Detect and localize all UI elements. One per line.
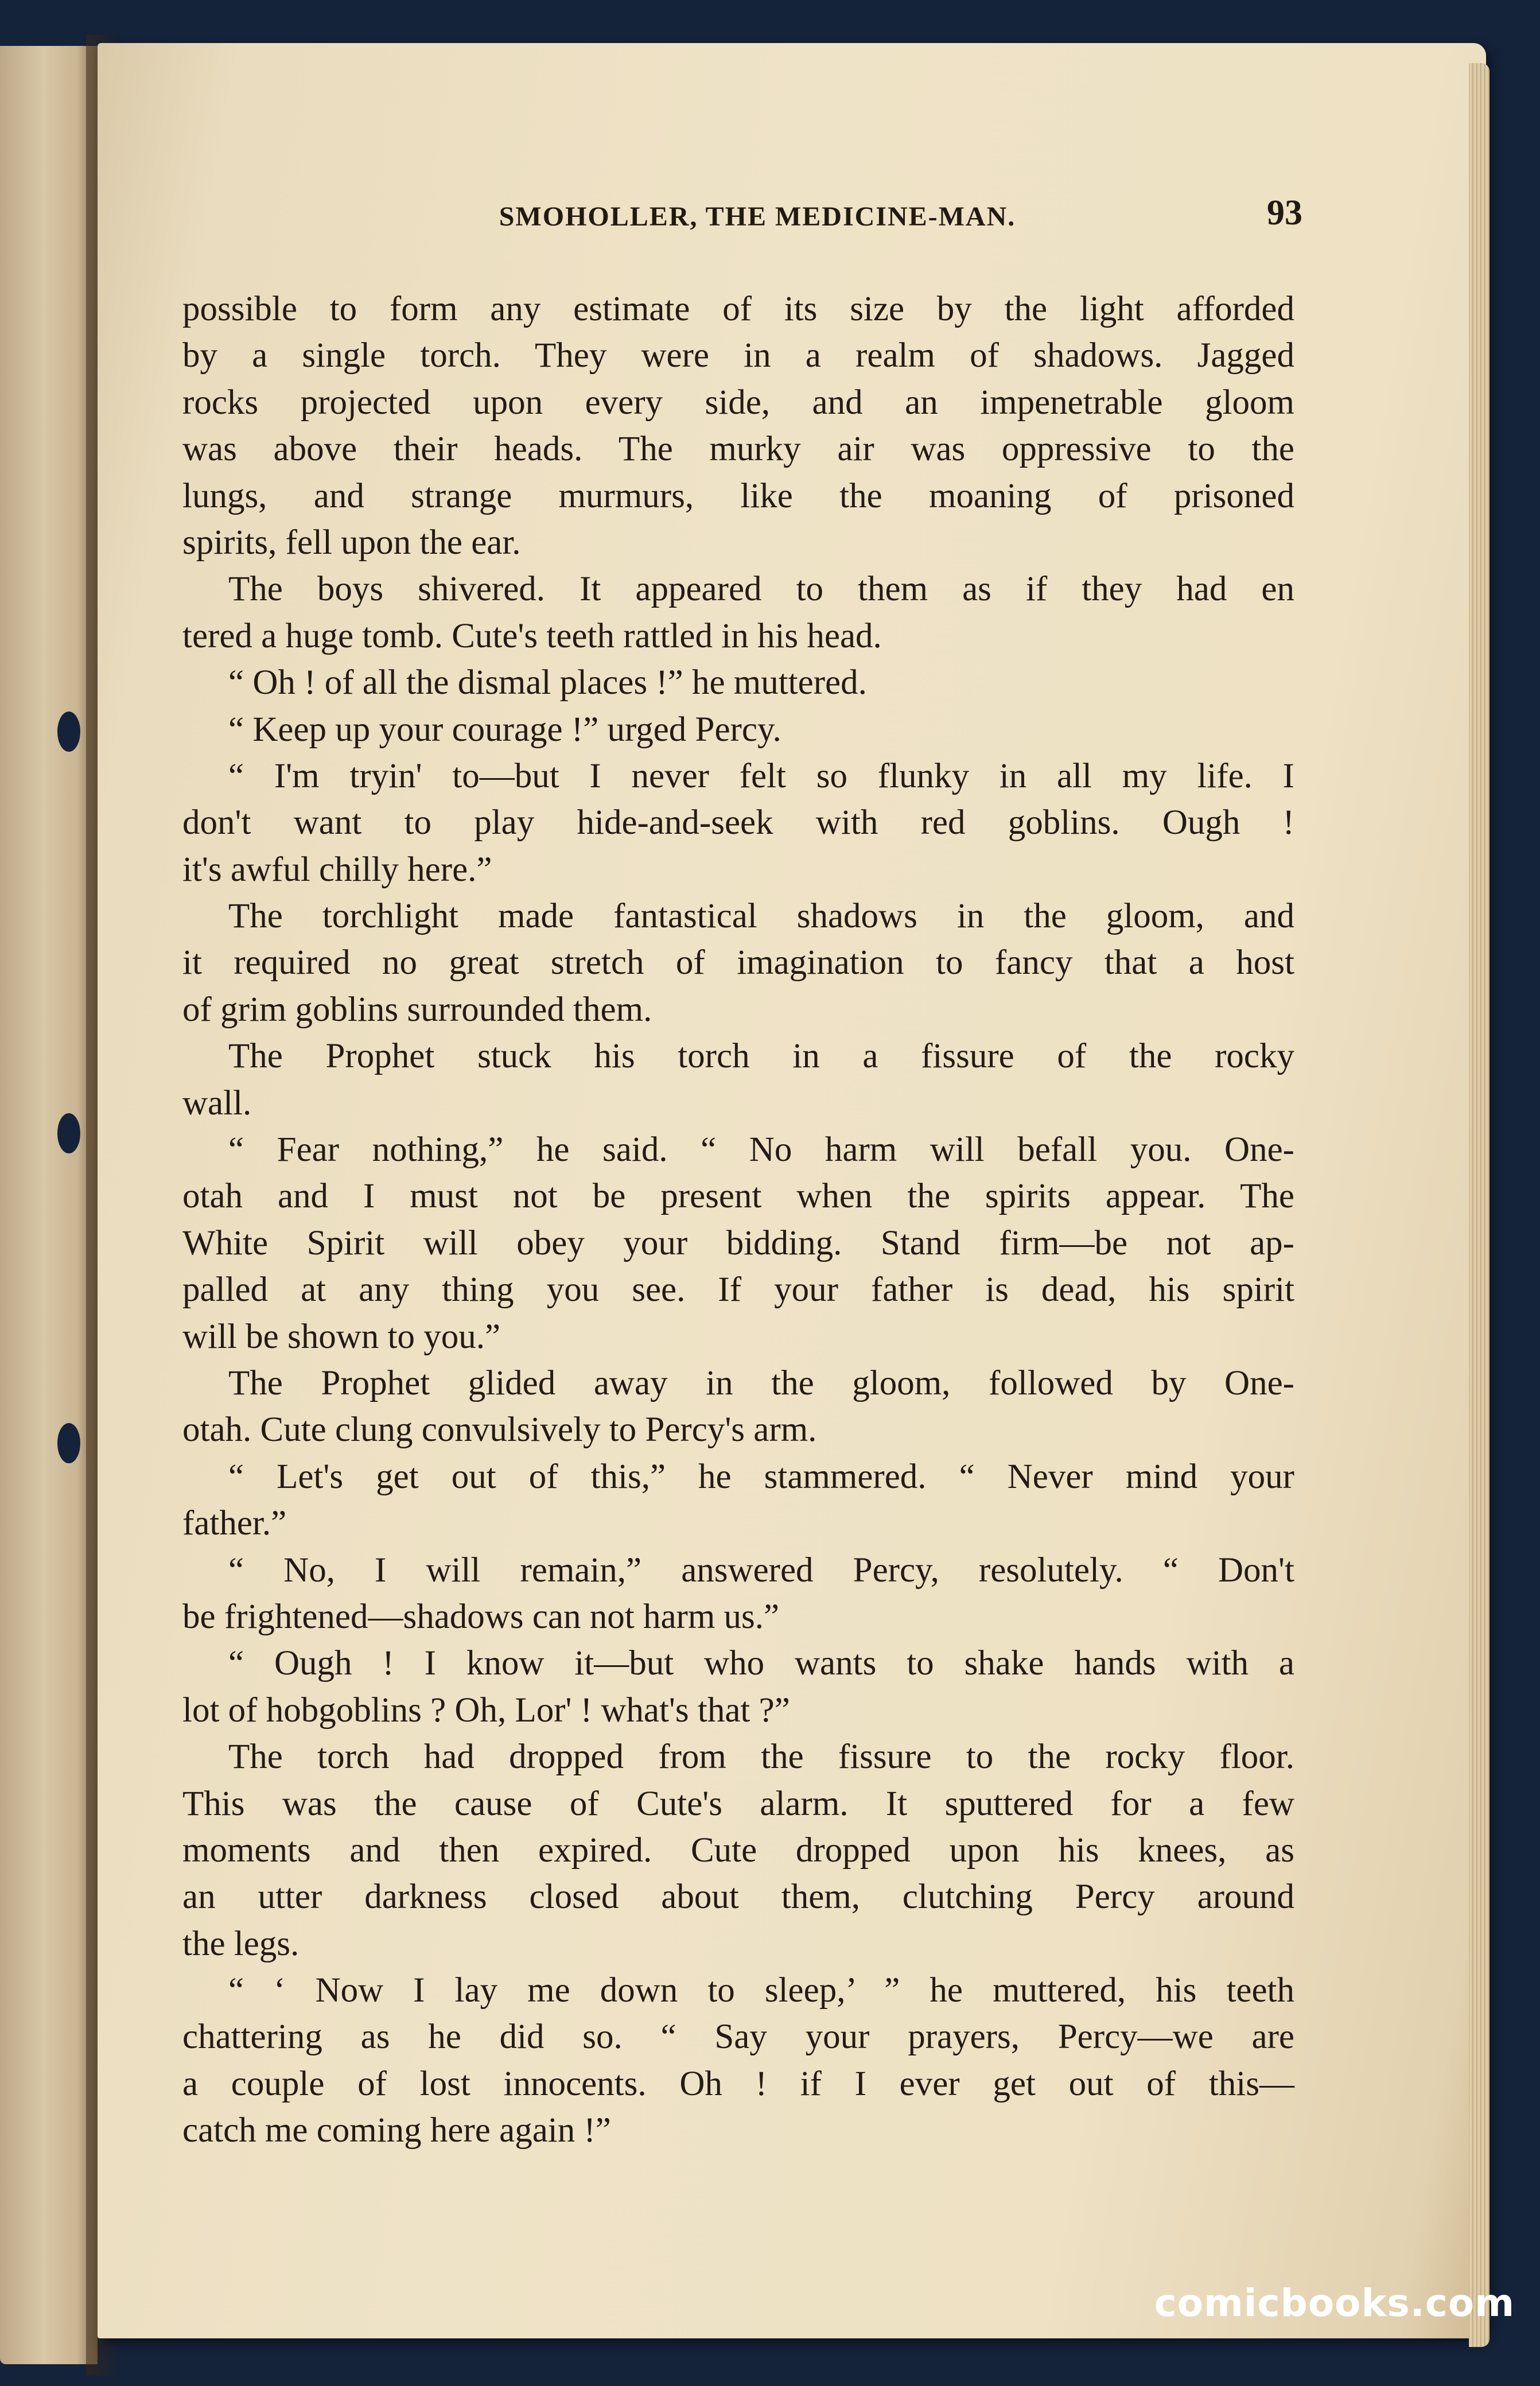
text-line: it's awful chilly here.” xyxy=(182,850,492,889)
text-line: wall. xyxy=(182,1083,252,1122)
text-line: The torchlight made fantastical shadows in the gloom, and xyxy=(228,897,1294,936)
text-line: tered a huge tomb. Cute's teeth rattled in his head. xyxy=(182,616,882,655)
body-text xyxy=(182,286,1294,2154)
text-line: moments and then expired. Cute dropped upon his knees, as xyxy=(182,1831,1294,1870)
text-line: otah and I must not be present when the spirits appear. The xyxy=(182,1177,1294,1216)
text-line: it required no great stretch of imagination to fancy that a host xyxy=(182,943,1294,982)
text-line: The Prophet stuck his torch in a fissure of the rocky xyxy=(228,1037,1294,1076)
text-line: of grim goblins surrounded them. xyxy=(182,990,652,1029)
binding-notch xyxy=(57,712,80,752)
page-edges xyxy=(1469,63,1490,2347)
text-line: spirits, fell upon the ear. xyxy=(182,523,521,562)
text-line: palled at any thing you see. If your father is dead, his spirit xyxy=(182,1270,1294,1309)
facing-page xyxy=(0,46,98,2364)
text-line: be frightened—shadows can not harm us.” xyxy=(182,1597,780,1636)
text-line: The torch had dropped from the fissure to the rocky floor. xyxy=(228,1738,1294,1777)
text-line: by a single torch. They were in a realm of shadows. Jagged xyxy=(182,336,1294,375)
text-line: an utter darkness closed about them, clutching Percy around xyxy=(182,1878,1294,1917)
text-line: “ Ough ! I know it—but who wants to shake hands with a xyxy=(228,1644,1294,1683)
text-line: lungs, and strange murmurs, like the moaning of prisoned xyxy=(182,476,1294,515)
text-line: This was the cause of Cute's alarm. It sputtered for a few xyxy=(182,1784,1294,1823)
text-line: “ Keep up your courage !” urged Percy. xyxy=(228,710,781,749)
text-line: “ ‘ Now I lay me down to sleep,’ ” he muttered, his teeth xyxy=(228,1971,1294,2010)
text-line: the legs. xyxy=(182,1924,300,1963)
text-line: will be shown to you.” xyxy=(182,1317,501,1356)
text-line: catch me coming here again !” xyxy=(182,2111,611,2150)
text-line: White Spirit will obey your bidding. Stand firm—be not ap- xyxy=(182,1223,1294,1262)
text-line: “ Let's get out of this,” he stammered. “ Never mind your xyxy=(228,1457,1294,1496)
site-watermark: comicbooks.com xyxy=(1154,2281,1515,2325)
page-number: 93 xyxy=(1267,193,1302,232)
text-line: “ Fear nothing,” he said. “ No harm will befall you. One- xyxy=(228,1130,1294,1169)
binding-notch xyxy=(57,1113,80,1153)
text-line: a couple of lost innocents. Oh ! if I ever get out of this— xyxy=(182,2064,1294,2103)
text-line: chattering as he did so. “ Say your prayers, Percy—we are xyxy=(182,2018,1294,2057)
running-head: SMOHOLLER, THE MEDICINE-MAN. xyxy=(499,201,1016,232)
text-line: possible to form any estimate of its size by the light afforded xyxy=(182,290,1294,328)
text-line: “ I'm tryin' to—but I never felt so flunky in all my life. I xyxy=(228,756,1294,795)
text-line: The boys shivered. It appeared to them as if they had en xyxy=(228,570,1294,609)
binding-notch xyxy=(57,1423,80,1463)
text-line: was above their heads. The murky air was oppressive to the xyxy=(182,430,1294,469)
text-line: don't want to play hide-and-seek with red goblins. Ough ! xyxy=(182,803,1294,842)
text-line: “ No, I will remain,” answered Percy, resolutely. “ Don't xyxy=(228,1550,1294,1590)
text-line: The Prophet glided away in the gloom, followed by One- xyxy=(228,1363,1294,1402)
text-line: father.” xyxy=(182,1504,287,1543)
text-line: otah. Cute clung convulsively to Percy's arm. xyxy=(182,1410,817,1450)
text-line: rocks projected upon every side, and an impenetrable gloom xyxy=(182,383,1294,422)
text-line: “ Oh ! of all the dismal places !” he muttered. xyxy=(228,663,867,702)
text-line: lot of hobgoblins ? Oh, Lor' ! what's that ?” xyxy=(182,1691,790,1730)
